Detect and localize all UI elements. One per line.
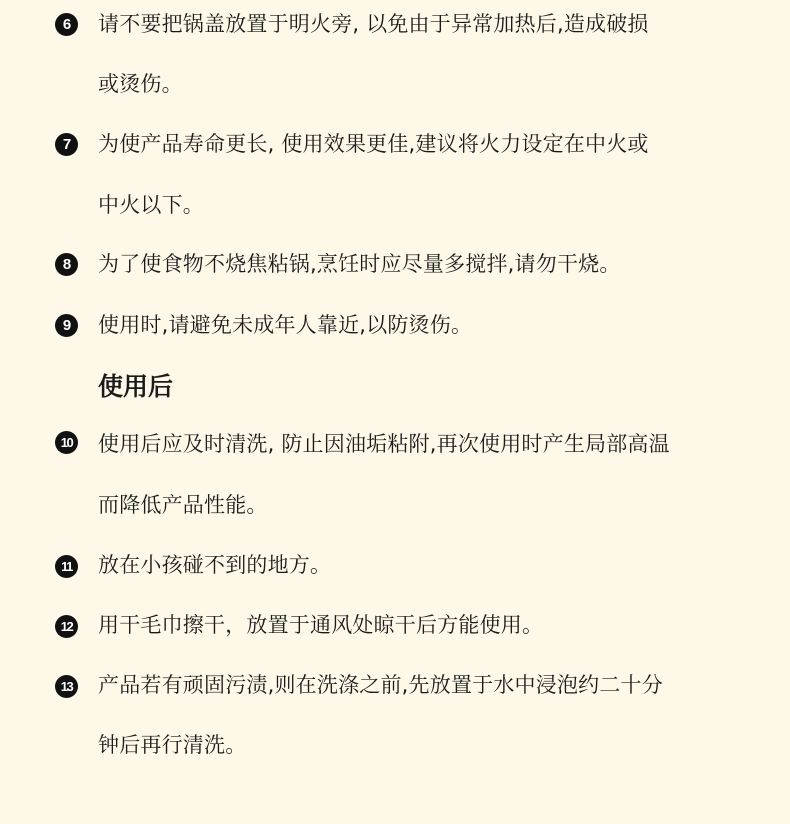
item-text-line: 或烫伤。 (98, 72, 183, 96)
item-text-line: 钟后再行清洗。 (98, 733, 247, 757)
item-number-badge: 11 (55, 555, 78, 578)
item-number-badge: 13 (55, 675, 78, 698)
item-text-line: 为了使食物不烧焦粘锅,烹饪时应尽量多搅拌,请勿干烧。 (98, 252, 621, 276)
item-number-badge: 12 (55, 615, 78, 638)
item-text-line: 使用后应及时清洗, 防止因油垢粘附,再次使用时产生局部高温 (98, 432, 670, 456)
item-number-badge: 6 (55, 13, 78, 36)
item-text-line: 使用时,请避免未成年人靠近,以防烫伤。 (98, 313, 473, 337)
item-text-line: 中火以下。 (98, 193, 204, 217)
item-number-badge: 9 (55, 314, 78, 337)
item-text-line: 而降低产品性能。 (98, 493, 268, 517)
item-text-line: 为使产品寿命更长, 使用效果更佳,建议将火力设定在中火或 (98, 132, 649, 156)
item-number-badge: 7 (55, 133, 78, 156)
item-text-line: 请不要把锅盖放置于明火旁, 以免由于异常加热后,造成破损 (98, 12, 649, 36)
item-number-badge: 10 (55, 431, 78, 454)
item-text-line: 产品若有顽固污渍,则在洗涤之前,先放置于水中浸泡约二十分 (98, 673, 663, 697)
section-heading: 使用后 (98, 372, 174, 401)
item-text-line: 放在小孩碰不到的地方。 (98, 553, 332, 577)
item-number-badge: 8 (55, 253, 78, 276)
item-text-line: 用干毛巾擦干，放置于通风处晾干后方能使用。 (98, 613, 544, 637)
